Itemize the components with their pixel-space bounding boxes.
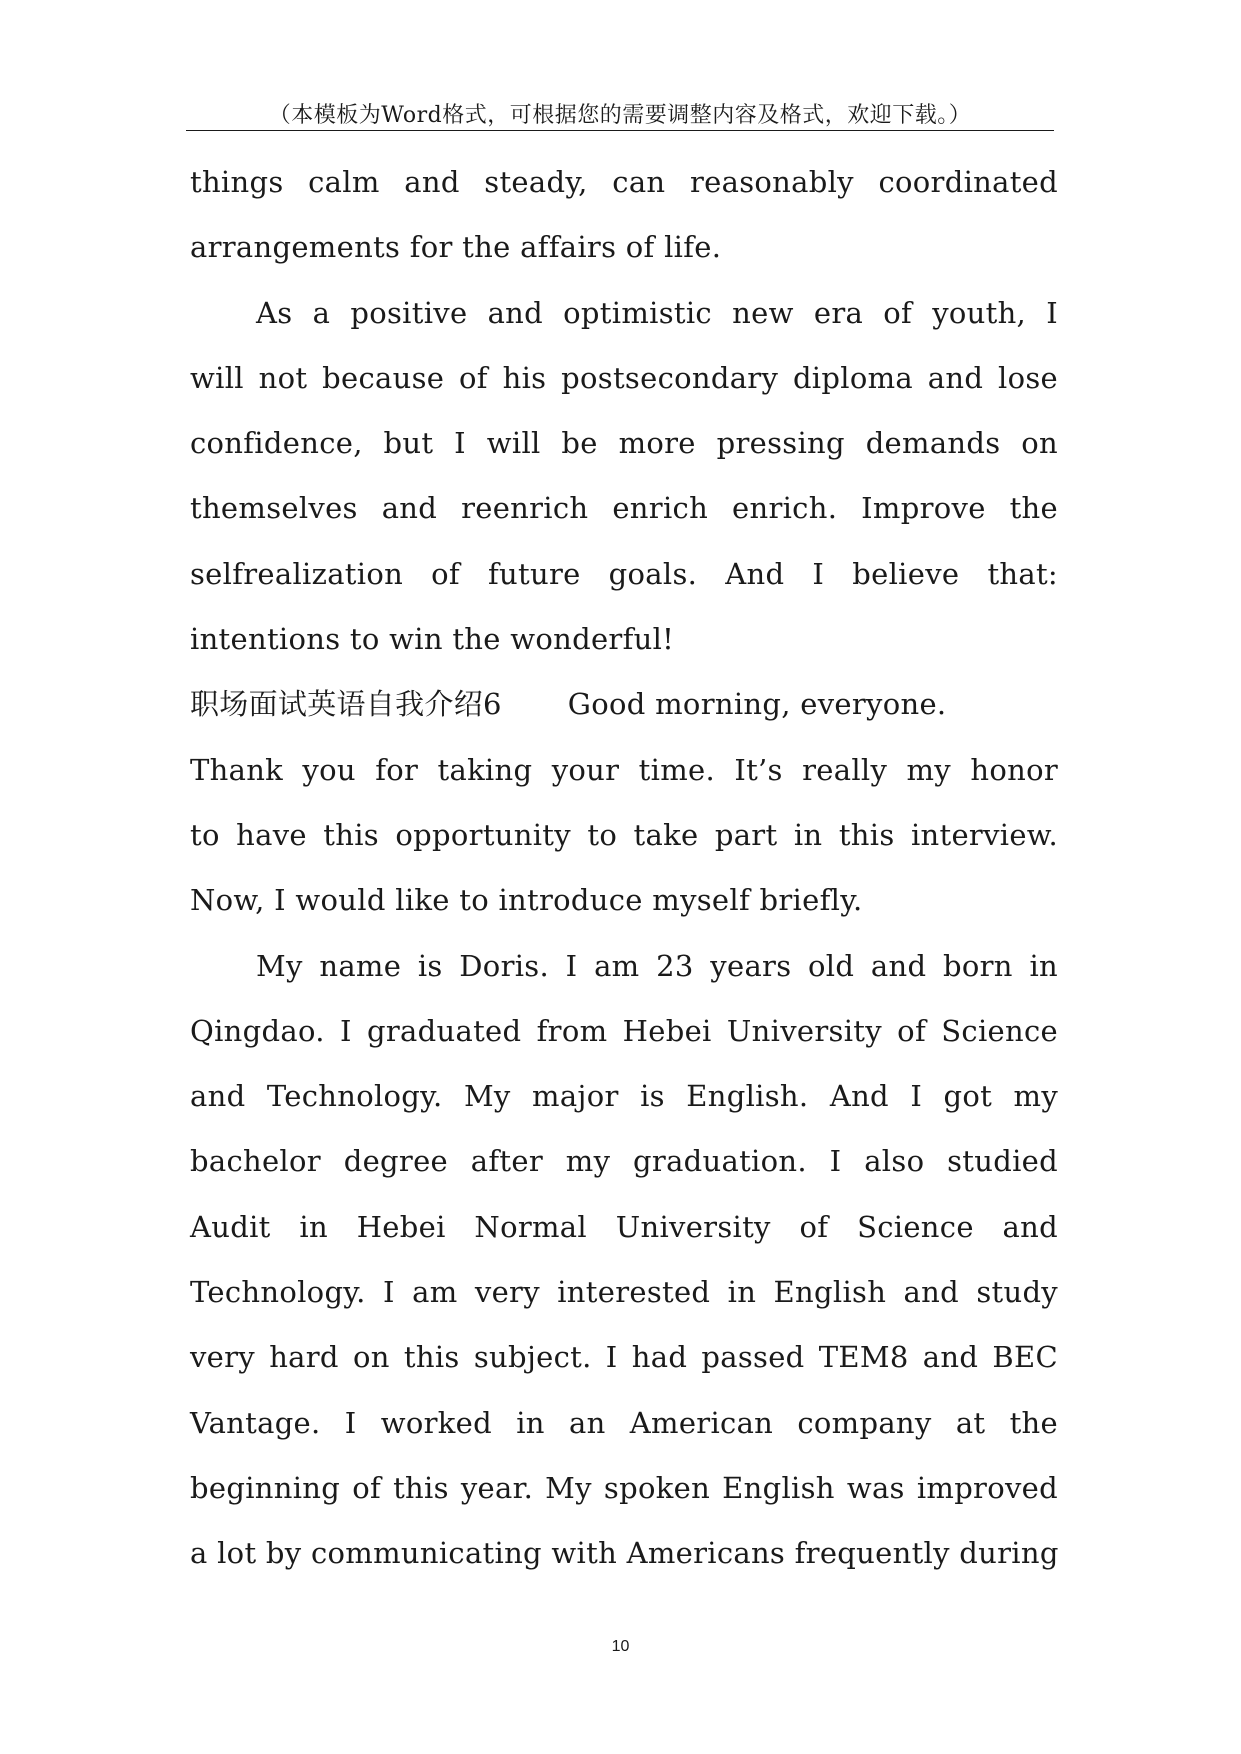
body-line: beginning of this year. My spoken English was improved [190,1470,1058,1505]
header-divider [186,130,1054,131]
body-line: things calm and steady, can reasonably coordinated [190,165,1058,199]
page-number: 10 [611,1638,630,1655]
body-line: themselves and reenrich enrich enrich. Improve the [190,491,1058,526]
body-line: to have this opportunity to take part in this interview. [190,817,1058,852]
body-line: arrangements for the affairs of life. [190,230,722,265]
body-line: My name is Doris. I am 23 years old and born in [256,948,1058,983]
body-line: As a positive and optimistic new era of youth, I [256,295,1058,330]
document-body [190,150,1058,1587]
body-line: Audit in Hebei Normal University of Science and [190,1209,1058,1244]
body-line: selfrealization of future goals. And I believe that: [190,556,1058,591]
body-line: Technology. I am very interested in English and study [190,1275,1058,1310]
section-heading: 职场面试英语自我介绍6 [190,687,502,722]
body-line: will not because of his postsecondary diploma and lose [190,360,1058,395]
section-greeting: Good morning, everyone. [567,687,947,722]
section-heading-line [190,672,1058,737]
body-line: Thank you for taking your time. It’s really my honor [190,752,1058,787]
body-line: a lot by communicating with Americans frequently during [190,1536,1059,1571]
body-line: confidence, but I will be more pressing demands on [190,426,1058,461]
body-line: very hard on this subject. I had passed TEM8 and BEC [190,1340,1058,1375]
body-line: Now, I would like to introduce myself briefly. [190,883,863,918]
body-line: and Technology. My major is English. And I got my [190,1079,1058,1114]
body-line: bachelor degree after my graduation. I also studied [190,1144,1058,1179]
body-line: Qingdao. I graduated from Hebei University of Science [190,1013,1058,1048]
page-header: （本模板为Word格式，可根据您的需要调整内容及格式，欢迎下载。） [268,103,972,128]
body-line: Vantage. I worked in an American company at the [190,1405,1058,1440]
body-line: intentions to win the wonderful! [190,622,675,657]
